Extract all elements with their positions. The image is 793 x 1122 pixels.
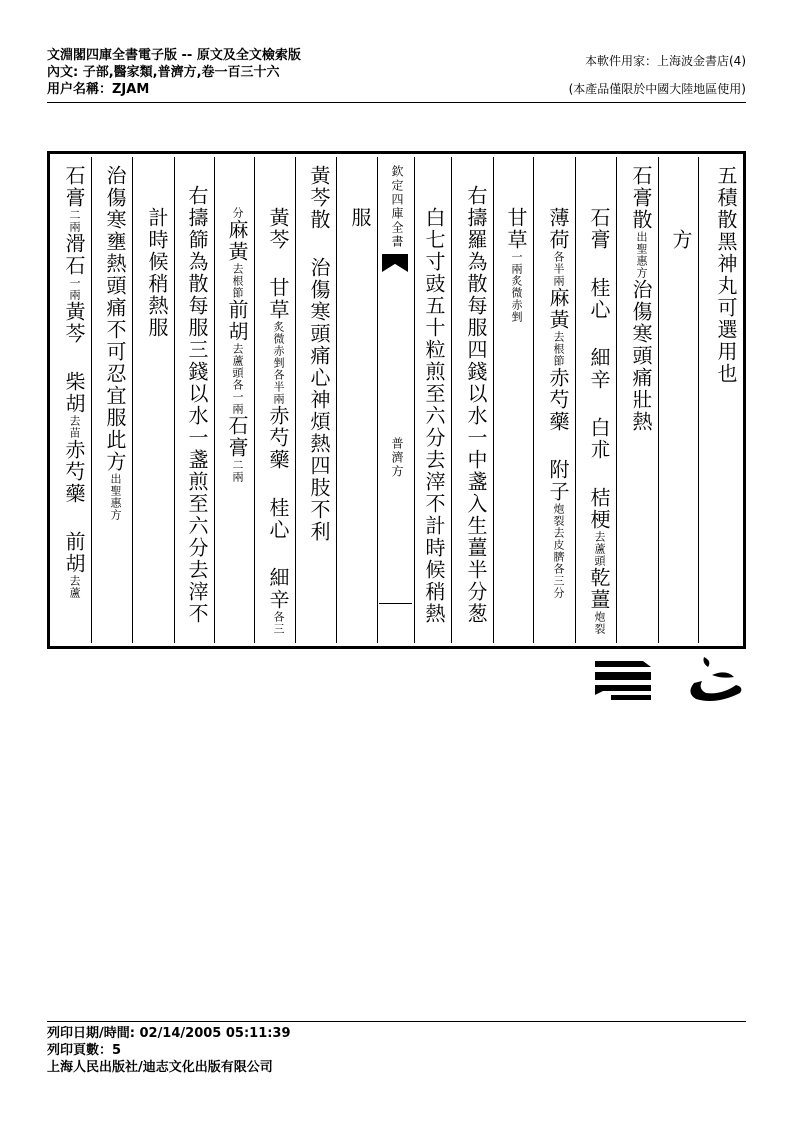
text-column: 石膏散出聖惠方治傷寒頭痛壯熱	[616, 157, 658, 643]
header-region-note: (本產品僅限於中國大陸地區使用)	[568, 82, 746, 96]
header-right	[569, 47, 746, 103]
text-column: 右擣篩為散每服三錢以水一盞煎至六分去滓不	[174, 157, 214, 643]
print-page-count: 列印頁數：5	[47, 1043, 122, 1058]
text-column: 五積散黑神丸可選用也	[698, 157, 743, 643]
text-column: 白七寸豉五十粒煎至六分去滓不計時候稍熱	[414, 157, 451, 643]
header-edition: 文淵閣四庫全書電子版 -- 原文及全文檢索版	[47, 48, 301, 63]
text-column: 治傷寒壅熱頭痛不可忍宜服此方出聖惠方	[91, 157, 132, 643]
header-left	[47, 47, 301, 98]
center-book-name: 普濟方	[390, 437, 404, 479]
text-column: 黃芩散 治傷寒頭痛心神煩熱四肢不利	[295, 157, 336, 643]
text-column: 甘草一兩炙微赤剉	[493, 157, 533, 643]
header-licensee: 本軟件用家：上海波金書店(4)	[585, 54, 746, 68]
text-frame	[47, 151, 746, 649]
text-column: 薄荷各半兩麻黃去根節赤芍藥 附子炮裂去皮臍各三分	[533, 157, 575, 643]
center-divider	[379, 603, 412, 604]
text-column: 計時候稍熱服	[132, 157, 174, 643]
text-column: 黃芩 甘草炙微赤剉各半兩赤芍藥 桂心 細辛各三	[254, 157, 295, 643]
text-column: 石膏二兩滑石一兩黃芩 柴胡去苗赤芍藥 前胡去蘆	[62, 165, 86, 599]
book-center-column	[377, 157, 414, 643]
text-column: 服	[336, 157, 377, 643]
text-column: 右擣羅為散每服四錢以水一中盞入生薑半分葱	[451, 157, 493, 643]
print-datetime: 列印日期/時間: 02/14/2005 05:11:39	[47, 1026, 291, 1041]
center-title: 欽定四庫全書	[390, 165, 404, 249]
publisher: 上海人民出版社/迪志文化出版有限公司	[47, 1060, 273, 1075]
text-column: 分麻黃去根節前胡去蘆頭各一兩石膏二兩	[214, 157, 254, 643]
library-seal-right	[682, 655, 746, 705]
header-user: 用户名稱：ZJAM	[47, 82, 150, 97]
text-column: 方	[658, 157, 698, 643]
footer	[47, 1025, 291, 1076]
header-section: 內文: 子部,醫家類,普濟方,卷一百三十六	[47, 65, 280, 80]
footer-rule	[47, 1021, 746, 1022]
fish-tail-mark	[382, 254, 408, 272]
header-rule	[47, 102, 746, 103]
text-column: 石膏 桂心 細辛 白朮 桔梗去蘆頭乾薑炮裂	[575, 157, 616, 643]
library-seal-left	[593, 655, 653, 701]
